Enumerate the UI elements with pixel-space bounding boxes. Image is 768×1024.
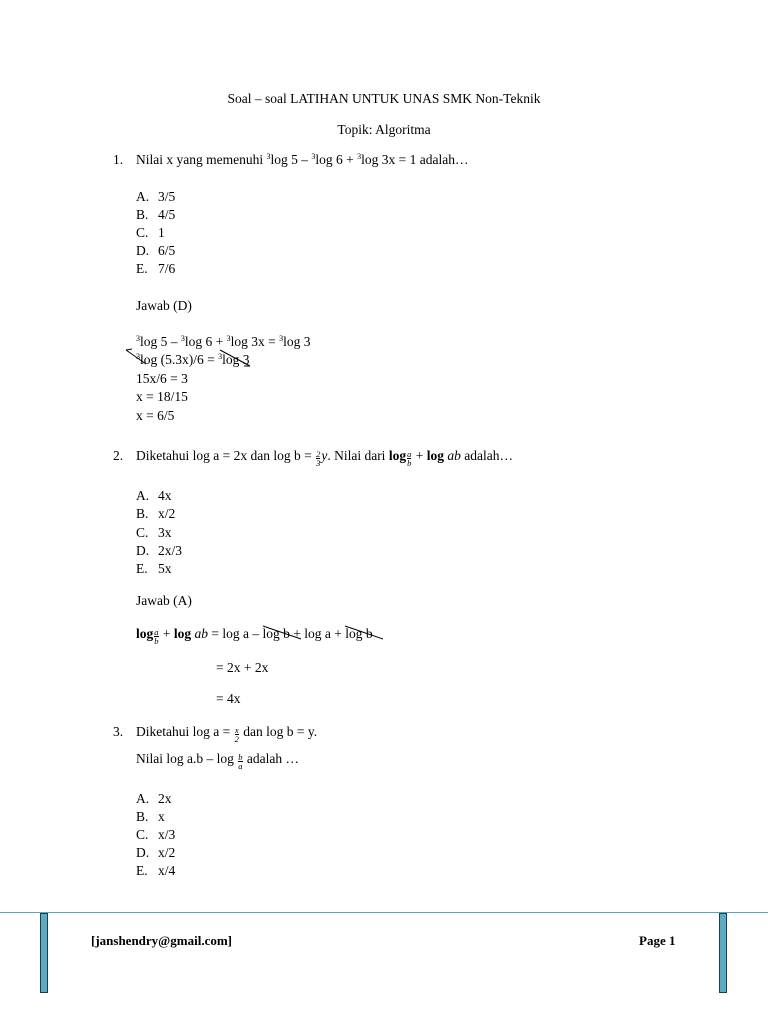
q1-option-e-value: 7/6 xyxy=(158,261,176,276)
q1-solution-line3: 15x/6 = 3 xyxy=(136,371,188,386)
q2-option-b: B. xyxy=(136,506,149,521)
q2-option-d-value: 2x/3 xyxy=(158,543,183,558)
topic-heading: Topik: Algoritma xyxy=(337,122,431,137)
q1-option-b: B. xyxy=(136,207,149,222)
q3-option-a-value: 2x xyxy=(158,791,172,806)
q2-option-e: E. xyxy=(136,561,148,576)
q1-option-d-value: 6/5 xyxy=(158,243,176,258)
q2-option-b-value: x/2 xyxy=(158,506,176,521)
footer-email: [janshendry@gmail.com] xyxy=(91,933,233,948)
q1-option-c-value: 1 xyxy=(158,225,165,240)
q2-number: 2. xyxy=(113,448,124,463)
footer-left-bar xyxy=(40,913,48,993)
q1-strike-marks xyxy=(124,346,264,372)
footer-page-number: Page 1 xyxy=(639,933,676,948)
q1-option-b-value: 4/5 xyxy=(158,207,176,222)
q2-option-a-value: 4x xyxy=(158,488,172,503)
q2-option-c-value: 3x xyxy=(158,525,172,540)
q1-answer: Jawab (D) xyxy=(136,298,192,313)
q1-solution-line5: x = 6/5 xyxy=(136,408,175,423)
q3-number: 3. xyxy=(113,724,124,739)
footer-divider xyxy=(0,912,768,913)
q2-option-d: D. xyxy=(136,543,150,558)
q2-answer: Jawab (A) xyxy=(136,593,192,608)
q3-text: Diketahui log a = $\frac{x}{2}$ dan log b = y. xyxy=(136,724,318,744)
q2-fraction-y: $\frac{2}{3}$ xyxy=(316,449,321,468)
q1-solution-line1: $^3$log 5 – $^3$log 6 + $^3$log 3x = $^3$log 3 xyxy=(136,334,311,349)
q1-text: Nilai x yang memenuhi $^3$log 5 – $^3$log 6 + $^3$log 3x = 1 adalah… xyxy=(136,152,469,167)
document-title: Soal – soal LATIHAN UNTUK UNAS SMK Non-Teknik xyxy=(227,91,541,106)
q1-option-a: A. xyxy=(136,189,150,204)
q1-solution-line4: x = 18/15 xyxy=(136,389,188,404)
q1-option-a-value: 3/5 xyxy=(158,189,176,204)
q2-solution-line1: log $\frac{a}{b}$ + log ab = log a – log b + log a + log b xyxy=(136,626,373,645)
q3-option-b-value: x xyxy=(158,809,165,824)
q1-option-e: E. xyxy=(136,261,148,276)
q3-option-e-value: x/4 xyxy=(158,863,176,878)
q1-solution-line2: $^3$log (5.3x)/6 = $^3$log 3 xyxy=(136,352,250,367)
q2-option-e-value: 5x xyxy=(158,561,172,576)
q3-option-d-value: x/2 xyxy=(158,845,176,860)
q3-option-e: E. xyxy=(136,863,148,878)
q2-solution-line2: = 2x + 2x xyxy=(216,660,269,675)
q1-number: 1. xyxy=(113,152,124,167)
q3-option-a: A. xyxy=(136,791,150,806)
strike-log-b-1: log b xyxy=(263,626,290,642)
q3-option-d: D. xyxy=(136,845,150,860)
q3-option-c: C. xyxy=(136,827,149,842)
strike-log-b-2: log b xyxy=(345,626,372,642)
q2-text: Diketahui log a = 2x dan log b = $\frac{2}{3}$ y. Nilai dari log $\frac{a}{b}$ + log ab adalah… xyxy=(136,448,513,468)
q3-option-c-value: x/3 xyxy=(158,827,176,842)
q3-option-b: B. xyxy=(136,809,149,824)
q2-option-a: A. xyxy=(136,488,150,503)
q1-option-c: C. xyxy=(136,225,149,240)
q2-option-c: C. xyxy=(136,525,149,540)
q2-solution-line3: = 4x xyxy=(216,691,241,706)
q1-option-d: D. xyxy=(136,243,150,258)
footer-right-bar xyxy=(719,913,727,993)
q3-text-line2: Nilai log a.b – log $\frac{b}{a}$ adalah … xyxy=(136,751,299,771)
